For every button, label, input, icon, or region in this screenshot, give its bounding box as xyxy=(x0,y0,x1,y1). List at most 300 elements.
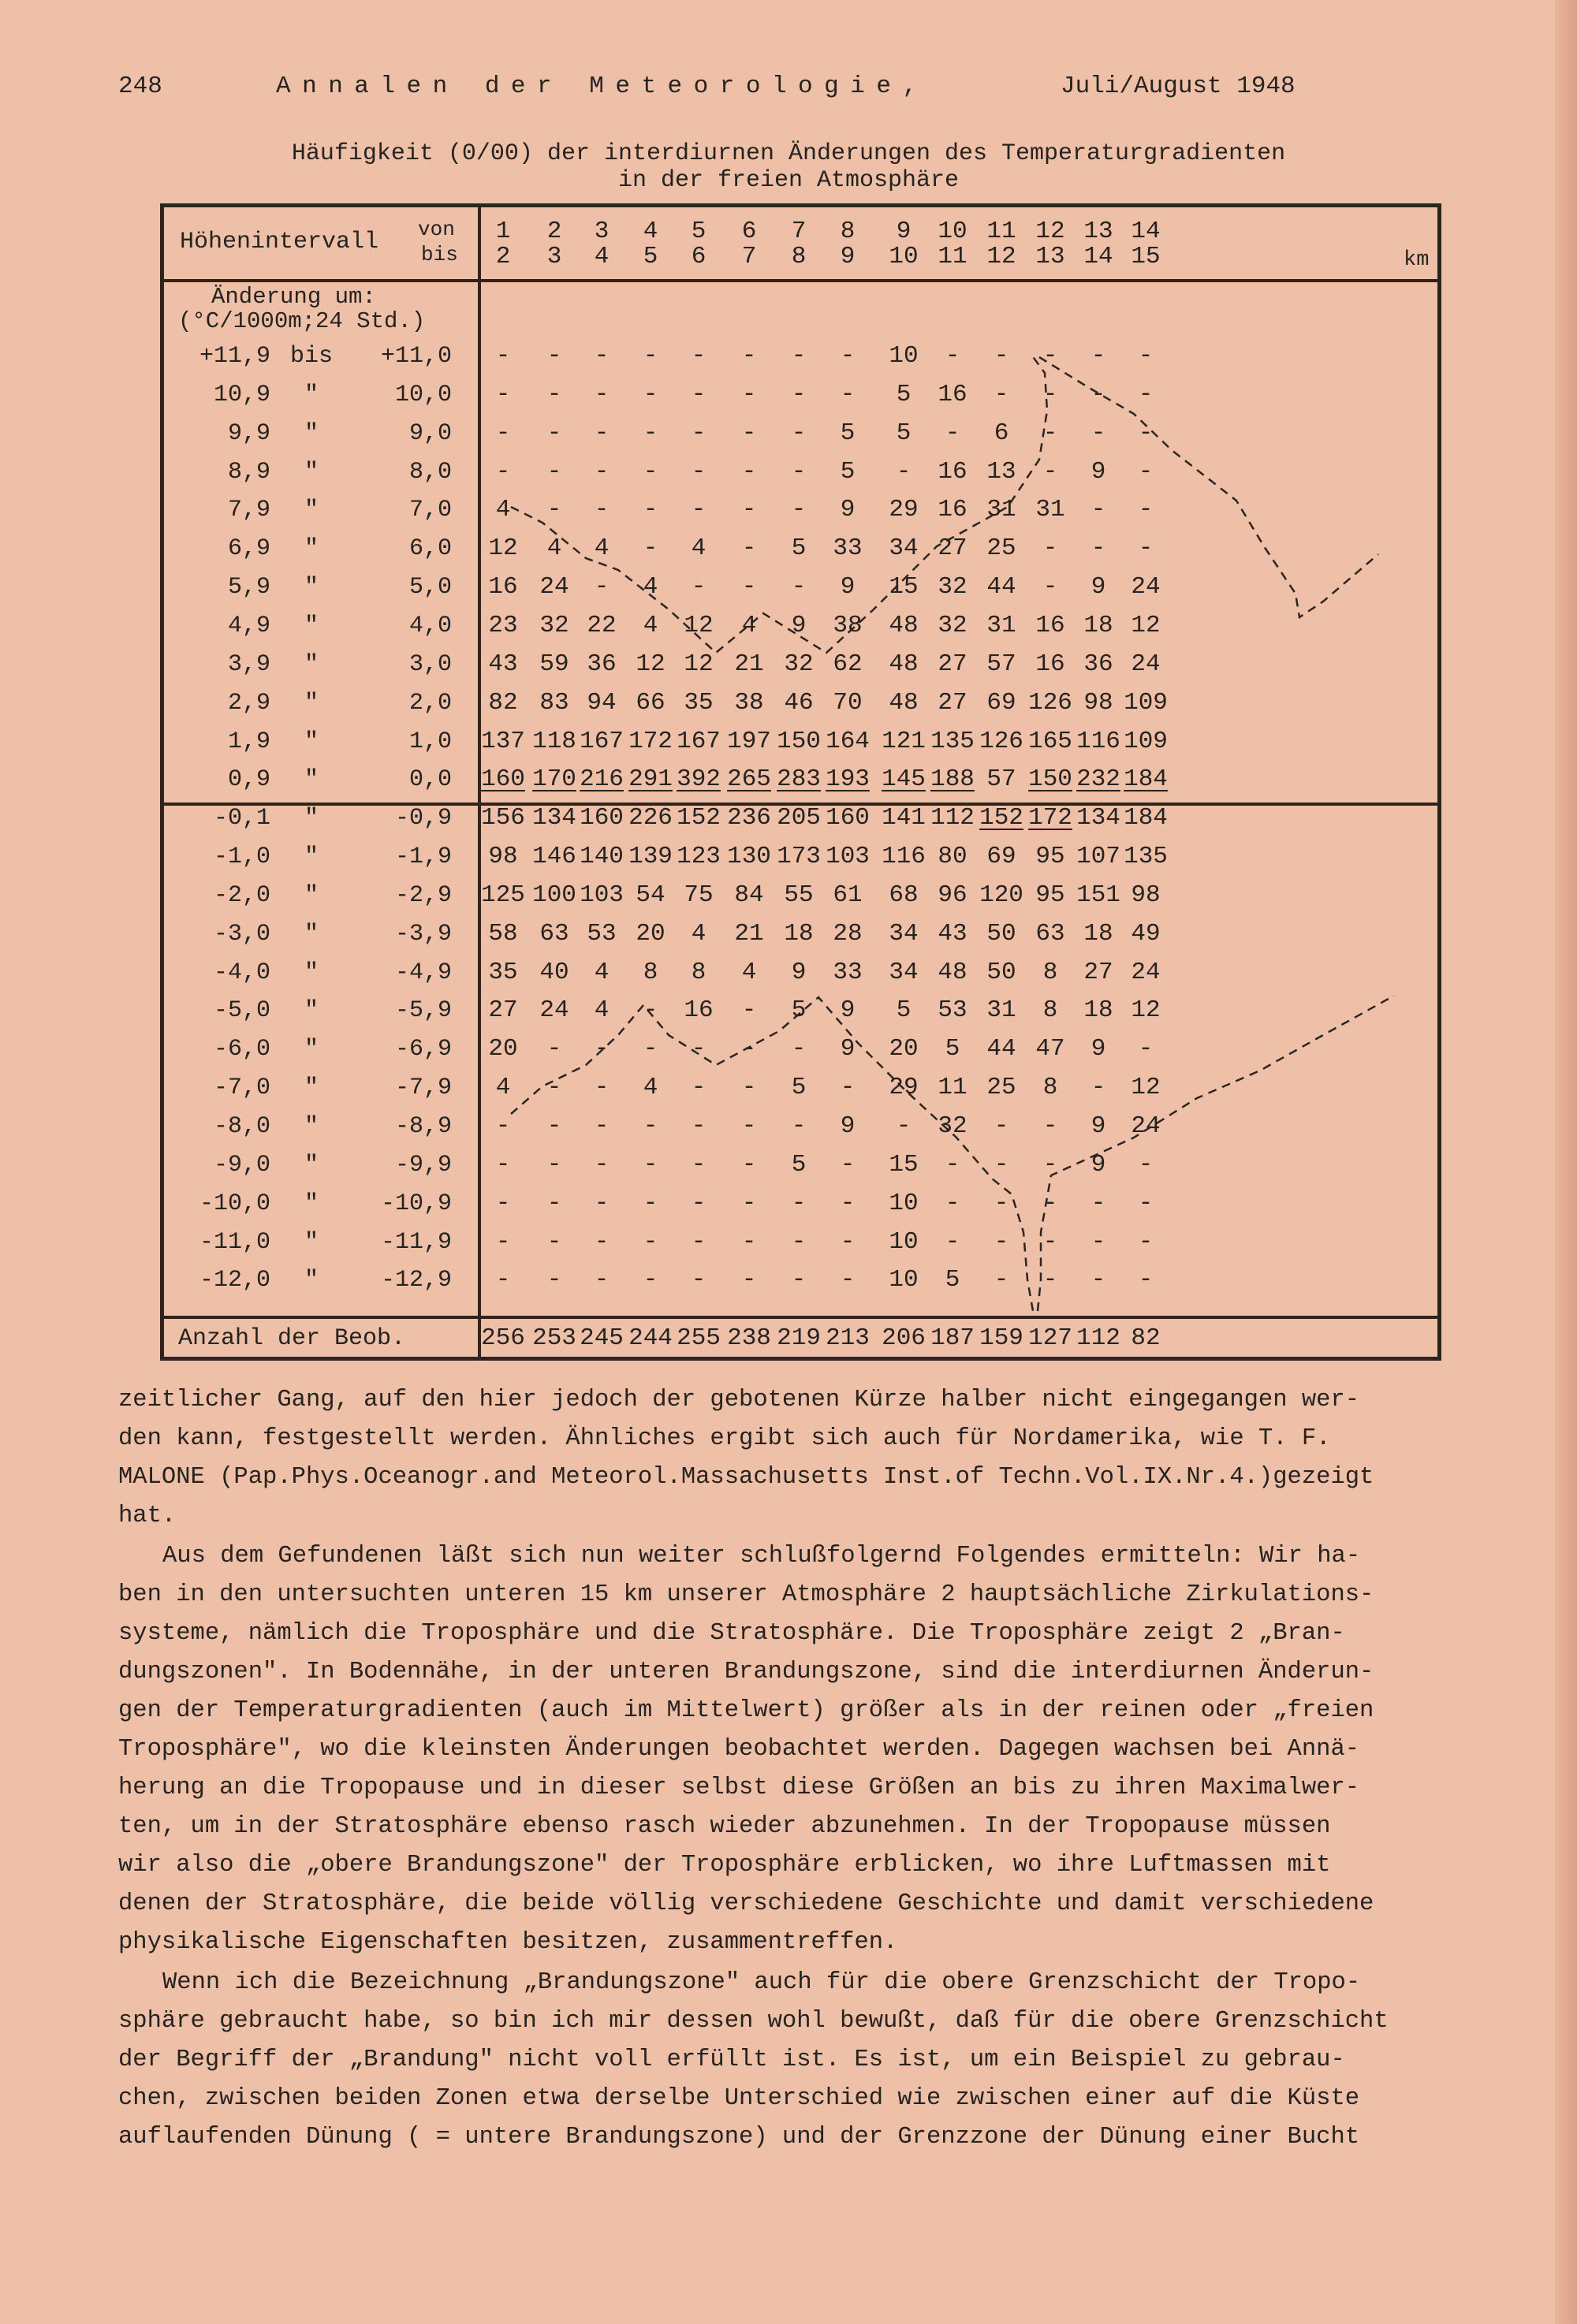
range-sep: " xyxy=(304,419,319,447)
value-cell: - xyxy=(1138,1150,1154,1179)
journal-title: Annalen der Meteorologie, xyxy=(276,73,929,100)
value-cell: 70 xyxy=(833,688,863,717)
value-cell: - xyxy=(1042,573,1058,601)
height-interval-label: Höhenintervall xyxy=(180,229,379,255)
total-rule xyxy=(164,1316,1437,1319)
range-from: -6,0 xyxy=(214,1036,271,1063)
value-cell: - xyxy=(495,1266,511,1294)
value-cell: - xyxy=(1042,1150,1058,1179)
value-cell: 118 xyxy=(532,727,576,755)
value-cell: 184 xyxy=(1124,804,1168,832)
value-cell: 197 xyxy=(727,727,771,755)
text-line: physikalische Eigenschaften besitzen, zusammentreffen. xyxy=(118,1929,898,1956)
value-cell: 98 xyxy=(488,843,518,871)
value-cell: - xyxy=(791,1112,807,1140)
value-cell: - xyxy=(643,419,658,447)
value-cell: 9 xyxy=(840,496,856,524)
from-label: von xyxy=(418,218,455,241)
value-cell: 80 xyxy=(938,843,967,871)
range-from: 2,9 xyxy=(228,689,271,717)
range-from: 0,9 xyxy=(228,766,271,794)
total-cell: 256 xyxy=(481,1324,525,1352)
range-to: -0,9 xyxy=(395,805,453,832)
value-cell: 24 xyxy=(539,573,569,601)
value-cell: - xyxy=(1138,419,1154,447)
km-from-cell: 2 xyxy=(546,218,562,245)
range-from: +11,9 xyxy=(199,343,271,370)
range-to: -11,9 xyxy=(381,1228,453,1256)
value-cell: - xyxy=(495,1150,511,1179)
paragraph-1 xyxy=(118,1381,1490,1536)
text-line: ben in den untersuchten unteren 15 km unserer Atmosphäre 2 hauptsächliche Zirkulations- xyxy=(118,1581,1374,1608)
range-sep: " xyxy=(304,920,319,948)
frequency-table xyxy=(160,203,1441,1361)
value-cell: 27 xyxy=(1083,958,1113,986)
range-sep: " xyxy=(304,728,319,755)
value-cell: - xyxy=(994,1150,1009,1179)
value-cell: 32 xyxy=(938,1112,967,1140)
value-cell: 123 xyxy=(677,843,721,871)
value-cell: - xyxy=(741,380,757,408)
range-sep: " xyxy=(304,650,319,678)
value-cell: - xyxy=(691,1035,706,1063)
range-to: 8,0 xyxy=(409,458,453,486)
value-cell: - xyxy=(840,1189,856,1217)
value-cell: 103 xyxy=(580,881,624,909)
range-to: -9,9 xyxy=(395,1151,453,1179)
value-cell: 23 xyxy=(488,611,518,639)
value-cell: - xyxy=(945,419,960,447)
range-to: +11,0 xyxy=(381,343,453,370)
value-cell: 35 xyxy=(684,688,714,717)
value-cell: - xyxy=(1042,342,1058,370)
value-cell: - xyxy=(791,457,807,486)
issue-date: Juli/August 1948 xyxy=(1061,73,1296,100)
range-from: -4,0 xyxy=(214,959,271,986)
value-cell: - xyxy=(691,419,706,447)
range-to: -2,9 xyxy=(395,881,453,909)
value-cell: 8 xyxy=(643,958,658,986)
value-cell: 47 xyxy=(1035,1035,1065,1063)
value-cell: 107 xyxy=(1076,843,1120,871)
value-cell: - xyxy=(495,1112,511,1140)
value-cell: - xyxy=(741,1227,757,1256)
range-to: 6,0 xyxy=(409,535,453,563)
value-cell: - xyxy=(1138,1227,1154,1256)
km-to-cell: 5 xyxy=(643,243,658,270)
value-cell: - xyxy=(945,342,960,370)
value-cell: - xyxy=(791,573,807,601)
value-cell: 15 xyxy=(889,1150,919,1179)
value-cell: - xyxy=(594,573,610,601)
value-cell: - xyxy=(994,380,1009,408)
range-to: -10,9 xyxy=(381,1190,453,1217)
table-caption-line-2: in der freien Atmosphäre xyxy=(617,167,960,194)
value-cell: 18 xyxy=(1083,996,1113,1025)
value-cell: 46 xyxy=(784,688,814,717)
value-cell: 152 xyxy=(979,804,1023,832)
value-cell: - xyxy=(741,1112,757,1140)
value-cell: 20 xyxy=(488,1035,518,1063)
value-cell: 10 xyxy=(889,342,919,370)
value-cell: 100 xyxy=(532,881,576,909)
range-from: 7,9 xyxy=(228,497,271,524)
paragraph-3 xyxy=(118,1964,1490,2157)
range-sep: " xyxy=(304,844,319,871)
value-cell: 4 xyxy=(594,534,610,563)
value-cell: 135 xyxy=(930,727,975,755)
value-cell: 95 xyxy=(1035,881,1065,909)
change-label: Änderung um: xyxy=(211,284,376,310)
value-cell: 5 xyxy=(945,1035,960,1063)
range-from: 10,9 xyxy=(214,381,271,408)
value-cell: - xyxy=(1090,496,1106,524)
value-cell: 126 xyxy=(979,727,1023,755)
value-cell: 116 xyxy=(1076,727,1120,755)
value-cell: 12 xyxy=(684,650,714,678)
value-cell: - xyxy=(1090,1189,1106,1217)
value-cell: - xyxy=(546,1266,562,1294)
value-cell: 20 xyxy=(636,919,665,948)
value-cell: 68 xyxy=(889,881,919,909)
range-from: -2,0 xyxy=(214,881,271,909)
value-cell: 12 xyxy=(488,534,518,563)
range-sep: " xyxy=(304,1151,319,1179)
km-from-cell: 11 xyxy=(986,218,1016,245)
value-cell: 9 xyxy=(1090,1035,1106,1063)
range-sep: " xyxy=(304,535,319,563)
value-cell: - xyxy=(643,1035,658,1063)
value-cell: 126 xyxy=(1028,688,1072,717)
value-cell: - xyxy=(691,380,706,408)
value-cell: - xyxy=(896,457,912,486)
total-cell: 112 xyxy=(1076,1324,1120,1352)
value-cell: - xyxy=(741,457,757,486)
range-from: 1,9 xyxy=(228,728,271,755)
value-cell: - xyxy=(1090,1227,1106,1256)
value-cell: - xyxy=(546,1112,562,1140)
total-cell: 245 xyxy=(580,1324,624,1352)
value-cell: 27 xyxy=(938,688,967,717)
value-cell: 236 xyxy=(727,804,771,832)
value-cell: 8 xyxy=(1042,1074,1058,1102)
value-cell: - xyxy=(594,496,610,524)
value-cell: 29 xyxy=(889,1074,919,1102)
value-cell: 63 xyxy=(539,919,569,948)
value-cell: - xyxy=(1042,380,1058,408)
value-cell: 12 xyxy=(684,611,714,639)
to-label: bis xyxy=(421,243,458,266)
value-cell: 4 xyxy=(495,1074,511,1102)
value-cell: - xyxy=(594,1112,610,1140)
value-cell: 98 xyxy=(1131,881,1161,909)
value-cell: - xyxy=(791,1035,807,1063)
range-sep: " xyxy=(304,1113,319,1140)
value-cell: - xyxy=(691,1150,706,1179)
value-cell: - xyxy=(1090,534,1106,563)
value-cell: - xyxy=(1138,457,1154,486)
text-line: dungszonen". In Bodennähe, in der unteren Brandungszone, sind die interdiurnen Änderun- xyxy=(118,1659,1374,1685)
table-caption-line-1: Häufigkeit (0/00) der interdiurnen Änderungen des Temperaturgradienten xyxy=(291,140,1286,167)
total-cell: 213 xyxy=(826,1324,870,1352)
text-line: sphäre gebraucht habe, so bin ich mir dessen wohl bewußt, daß für die obere Grenzschicht xyxy=(118,2008,1389,2035)
km-from-cell: 12 xyxy=(1035,218,1065,245)
value-cell: 44 xyxy=(986,1035,1016,1063)
value-cell: 5 xyxy=(840,457,856,486)
value-cell: 116 xyxy=(882,843,926,871)
value-cell: - xyxy=(691,1189,706,1217)
value-cell: 8 xyxy=(691,958,706,986)
text-line: der Begriff der „Brandung" nicht voll erfüllt ist. Es ist, um ein Beispiel zu gebrau- xyxy=(118,2047,1345,2073)
value-cell: - xyxy=(495,1189,511,1217)
value-cell: - xyxy=(1138,496,1154,524)
value-cell: 134 xyxy=(532,804,576,832)
range-sep: " xyxy=(304,881,319,909)
value-cell: 172 xyxy=(1028,804,1072,832)
value-cell: 35 xyxy=(488,958,518,986)
value-cell: 152 xyxy=(677,804,721,832)
km-to-cell: 15 xyxy=(1131,243,1161,270)
value-cell: - xyxy=(840,1150,856,1179)
value-cell: 32 xyxy=(938,573,967,601)
km-from-cell: 3 xyxy=(594,218,610,245)
value-cell: 9 xyxy=(1090,1112,1106,1140)
value-cell: 392 xyxy=(677,765,721,794)
value-cell: 18 xyxy=(784,919,814,948)
value-cell: 5 xyxy=(791,996,807,1025)
value-cell: - xyxy=(1042,1266,1058,1294)
value-cell: - xyxy=(594,419,610,447)
value-cell: - xyxy=(1138,380,1154,408)
value-cell: 165 xyxy=(1028,727,1072,755)
value-cell: 63 xyxy=(1035,919,1065,948)
value-cell: - xyxy=(1090,419,1106,447)
value-cell: 109 xyxy=(1124,727,1168,755)
paragraph-2 xyxy=(118,1537,1490,1962)
total-label: Anzahl der Beob. xyxy=(178,1325,406,1352)
range-from: -10,0 xyxy=(199,1190,271,1217)
value-cell: - xyxy=(741,1035,757,1063)
range-from: -12,0 xyxy=(199,1267,271,1294)
value-cell: - xyxy=(994,1189,1009,1217)
value-cell: 18 xyxy=(1083,919,1113,948)
value-cell: 66 xyxy=(636,688,665,717)
value-cell: - xyxy=(643,534,658,563)
value-cell: 28 xyxy=(833,919,863,948)
value-cell: 205 xyxy=(777,804,821,832)
value-cell: - xyxy=(546,1189,562,1217)
value-cell: 9 xyxy=(1090,573,1106,601)
value-cell: 50 xyxy=(986,958,1016,986)
text-line: wir also die „obere Brandungszone" der Troposphäre erblicken, wo ihre Luftmassen mit xyxy=(118,1852,1331,1879)
value-cell: 16 xyxy=(938,496,967,524)
value-cell: 16 xyxy=(938,457,967,486)
value-cell: 21 xyxy=(734,650,764,678)
range-sep: " xyxy=(304,574,319,601)
range-from: 8,9 xyxy=(228,458,271,486)
page-number: 248 xyxy=(118,73,162,100)
km-from-cell: 10 xyxy=(938,218,967,245)
value-cell: - xyxy=(495,380,511,408)
value-cell: - xyxy=(741,1266,757,1294)
value-cell: 170 xyxy=(532,765,576,794)
value-cell: - xyxy=(741,419,757,447)
total-cell: 187 xyxy=(930,1324,975,1352)
value-cell: - xyxy=(546,1150,562,1179)
value-cell: - xyxy=(594,1150,610,1179)
range-to: 5,0 xyxy=(409,574,453,601)
value-cell: 43 xyxy=(938,919,967,948)
value-cell: - xyxy=(495,342,511,370)
value-cell: - xyxy=(840,342,856,370)
value-cell: 33 xyxy=(833,958,863,986)
range-sep: " xyxy=(304,805,319,832)
km-from-cell: 13 xyxy=(1083,218,1113,245)
km-to-cell: 13 xyxy=(1035,243,1065,270)
value-cell: - xyxy=(1138,1189,1154,1217)
value-cell: 9 xyxy=(791,958,807,986)
value-cell: 94 xyxy=(587,688,617,717)
km-from-cell: 14 xyxy=(1131,218,1161,245)
value-cell: - xyxy=(546,380,562,408)
value-cell: 5 xyxy=(945,1266,960,1294)
range-from: -8,0 xyxy=(214,1113,271,1140)
value-cell: - xyxy=(791,1266,807,1294)
value-cell: 22 xyxy=(587,611,617,639)
value-cell: 84 xyxy=(734,881,764,909)
value-cell: 4 xyxy=(741,611,757,639)
value-cell: - xyxy=(594,457,610,486)
text-line: auflaufenden Dünung ( = untere Brandungszone) und der Grenzzone der Dünung einer Bucht xyxy=(118,2124,1360,2151)
value-cell: - xyxy=(594,1227,610,1256)
page-edge xyxy=(1555,0,1577,2324)
km-from-cell: 9 xyxy=(896,218,912,245)
km-to-cell: 12 xyxy=(986,243,1016,270)
range-to: 1,0 xyxy=(409,728,453,755)
value-cell: 15 xyxy=(889,573,919,601)
value-cell: 4 xyxy=(741,958,757,986)
value-cell: - xyxy=(691,1112,706,1140)
value-cell: 5 xyxy=(896,380,912,408)
value-cell: - xyxy=(691,573,706,601)
text-line: MALONE (Pap.Phys.Oceanogr.and Meteorol.Massachusetts Inst.of Techn.Vol.IX.Nr.4.)gezeigt xyxy=(118,1464,1374,1491)
value-cell: - xyxy=(741,996,757,1025)
value-cell: 12 xyxy=(1131,611,1161,639)
range-to: 7,0 xyxy=(409,497,453,524)
value-cell: 48 xyxy=(889,611,919,639)
value-cell: - xyxy=(643,1266,658,1294)
value-cell: 20 xyxy=(889,1035,919,1063)
value-cell: 146 xyxy=(532,843,576,871)
value-cell: - xyxy=(945,1150,960,1179)
value-cell: - xyxy=(1090,1074,1106,1102)
value-cell: 31 xyxy=(986,496,1016,524)
value-cell: - xyxy=(594,1035,610,1063)
value-cell: - xyxy=(1138,534,1154,563)
value-cell: - xyxy=(994,1266,1009,1294)
value-cell: 24 xyxy=(1131,650,1161,678)
value-cell: 82 xyxy=(488,688,518,717)
km-to-cell: 14 xyxy=(1083,243,1113,270)
value-cell: - xyxy=(643,1150,658,1179)
value-cell: 4 xyxy=(643,573,658,601)
value-cell: - xyxy=(1042,534,1058,563)
value-cell: 27 xyxy=(488,996,518,1025)
value-cell: 4 xyxy=(691,919,706,948)
km-from-cell: 7 xyxy=(791,218,807,245)
total-cell: 238 xyxy=(727,1324,771,1352)
text-line: hat. xyxy=(118,1503,177,1529)
value-cell: - xyxy=(643,1189,658,1217)
value-cell: 5 xyxy=(896,996,912,1025)
value-cell: - xyxy=(546,1074,562,1102)
range-to: -12,9 xyxy=(381,1267,453,1294)
value-cell: 11 xyxy=(938,1074,967,1102)
value-cell: 98 xyxy=(1083,688,1113,717)
value-cell: - xyxy=(896,1112,912,1140)
value-cell: 265 xyxy=(727,765,771,794)
value-cell: 54 xyxy=(636,881,665,909)
value-cell: - xyxy=(1138,1266,1154,1294)
value-cell: - xyxy=(741,534,757,563)
value-cell: 134 xyxy=(1076,804,1120,832)
value-cell: - xyxy=(945,1189,960,1217)
value-cell: 25 xyxy=(986,534,1016,563)
value-cell: - xyxy=(594,1074,610,1102)
range-to: -8,9 xyxy=(395,1113,453,1140)
value-cell: 5 xyxy=(896,419,912,447)
range-to: 2,0 xyxy=(409,689,453,717)
range-from: 3,9 xyxy=(228,650,271,678)
value-cell: 160 xyxy=(826,804,870,832)
value-cell: - xyxy=(594,342,610,370)
range-to: 3,0 xyxy=(409,650,453,678)
value-cell: - xyxy=(791,342,807,370)
value-cell: - xyxy=(546,419,562,447)
value-cell: - xyxy=(643,342,658,370)
value-cell: - xyxy=(594,1266,610,1294)
value-cell: 48 xyxy=(889,650,919,678)
value-cell: - xyxy=(840,1227,856,1256)
value-cell: - xyxy=(994,342,1009,370)
value-cell: 8 xyxy=(1042,996,1058,1025)
value-cell: 48 xyxy=(938,958,967,986)
value-cell: 103 xyxy=(826,843,870,871)
range-sep: " xyxy=(304,1228,319,1256)
value-cell: 10 xyxy=(889,1266,919,1294)
value-cell: 9 xyxy=(840,573,856,601)
value-cell: 160 xyxy=(481,765,525,794)
range-sep: " xyxy=(304,612,319,639)
value-cell: - xyxy=(594,1189,610,1217)
value-cell: 141 xyxy=(882,804,926,832)
text-line: zeitlicher Gang, auf den hier jedoch der gebotenen Kürze halber nicht eingegangen wer- xyxy=(118,1387,1360,1413)
value-cell: 216 xyxy=(580,765,624,794)
value-cell: 24 xyxy=(1131,958,1161,986)
km-to-cell: 10 xyxy=(889,243,919,270)
range-from: -1,0 xyxy=(214,844,271,871)
range-from: 5,9 xyxy=(228,574,271,601)
value-cell: 27 xyxy=(938,650,967,678)
range-sep: " xyxy=(304,766,319,794)
value-cell: 24 xyxy=(1131,573,1161,601)
value-cell: 130 xyxy=(727,843,771,871)
range-to: -6,9 xyxy=(395,1036,453,1063)
value-cell: - xyxy=(741,342,757,370)
value-cell: - xyxy=(495,457,511,486)
value-cell: 34 xyxy=(889,534,919,563)
range-from: -9,0 xyxy=(214,1151,271,1179)
